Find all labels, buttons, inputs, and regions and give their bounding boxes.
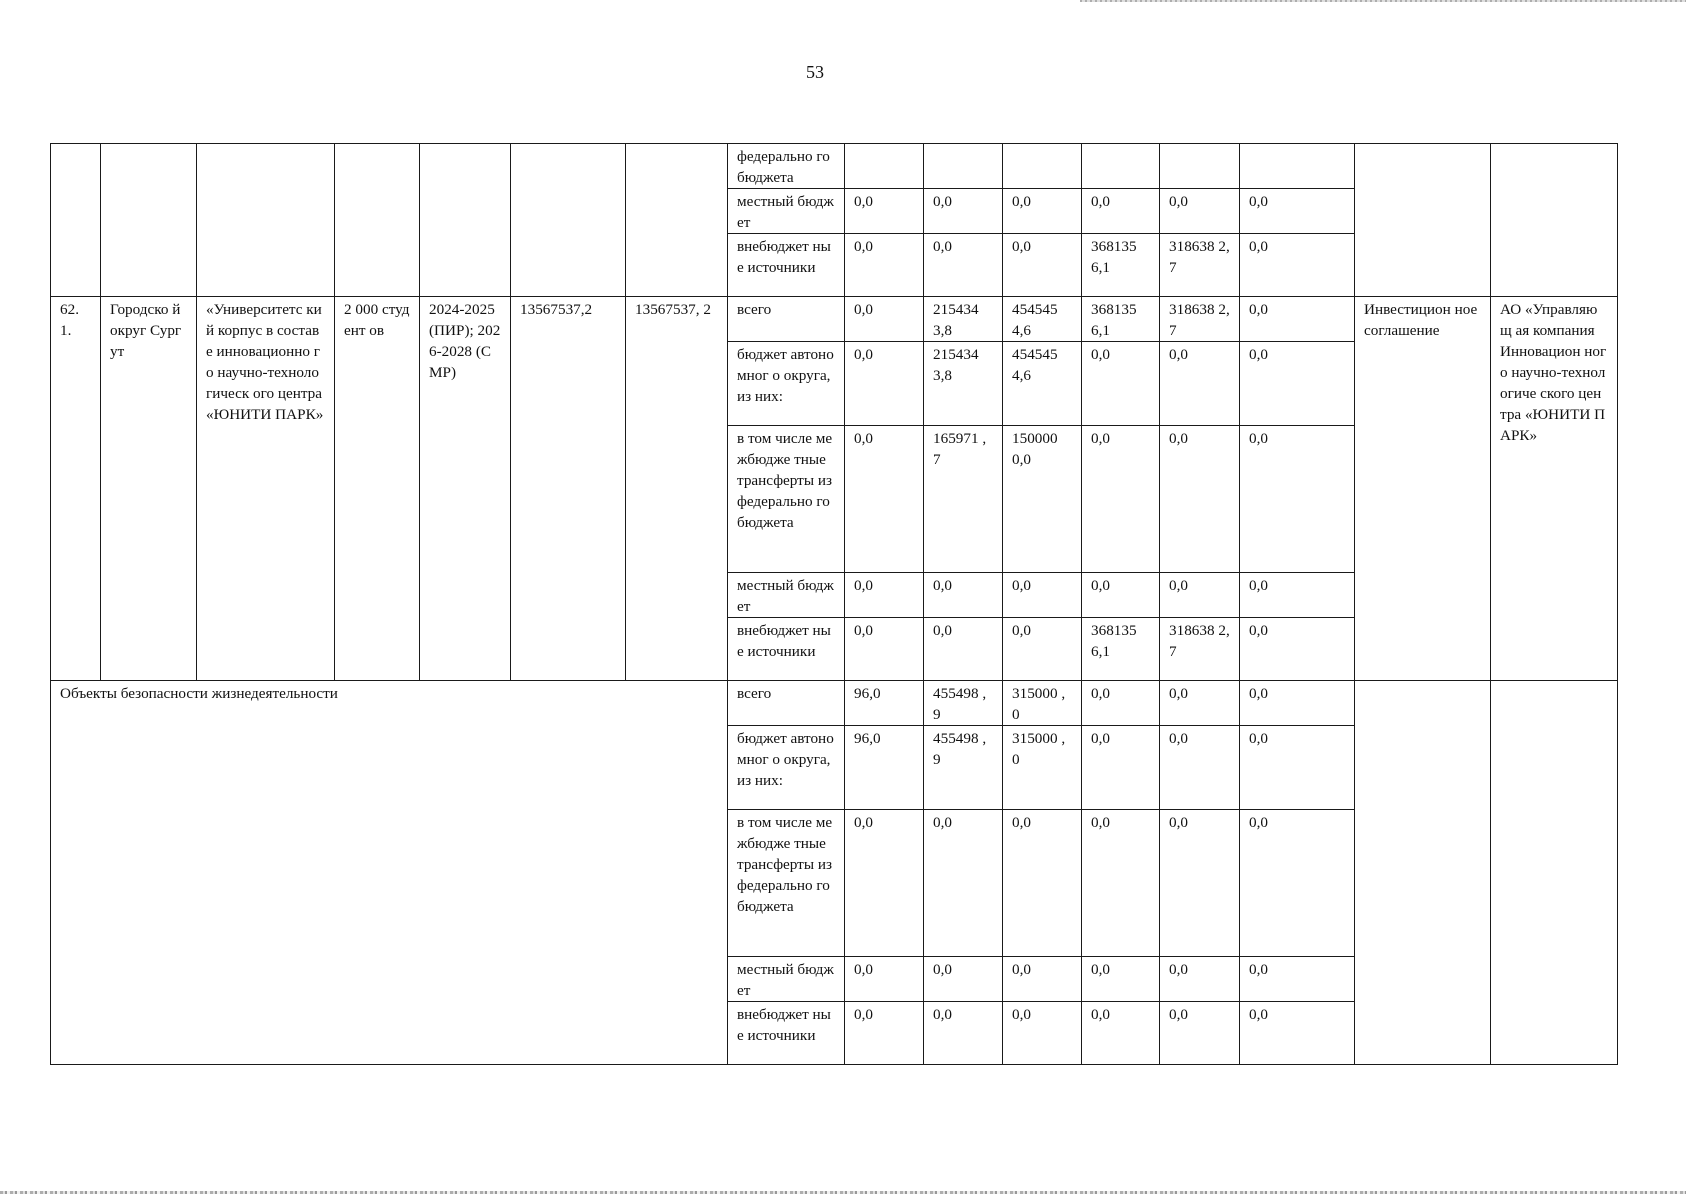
funding-source-label: всего — [728, 297, 845, 342]
funding-source-label: в том числе межбюдже тные трансферты из федерально го бюджета — [728, 810, 845, 957]
project-mechanism: Инвестицион ное соглашение — [1355, 297, 1491, 681]
value-cell: 0,0 — [1160, 681, 1240, 726]
value-cell: 0,0 — [845, 810, 924, 957]
value-cell: 0,0 — [1003, 810, 1082, 957]
value-cell: 0,0 — [1082, 726, 1160, 810]
value-cell: 0,0 — [924, 189, 1003, 234]
value-cell: 0,0 — [1240, 297, 1355, 342]
value-cell — [1240, 144, 1355, 189]
continued-cell — [420, 144, 511, 297]
value-cell: 96,0 — [845, 726, 924, 810]
value-cell: 0,0 — [1240, 342, 1355, 426]
value-cell: 0,0 — [924, 957, 1003, 1002]
value-cell — [1082, 144, 1160, 189]
funding-source-label: бюджет автономног о округа, из них: — [728, 342, 845, 426]
continued-cell — [51, 144, 101, 297]
value-cell: 0,0 — [1082, 573, 1160, 618]
value-cell: 96,0 — [845, 681, 924, 726]
scan-artifact-top — [1080, 0, 1686, 2]
value-cell: 0,0 — [1082, 189, 1160, 234]
value-cell: 0,0 — [1003, 1002, 1082, 1065]
value-cell — [1003, 144, 1082, 189]
value-cell: 368135 6,1 — [1082, 297, 1160, 342]
section-mechanism-empty — [1355, 681, 1491, 1065]
value-cell: 0,0 — [1082, 426, 1160, 573]
value-cell: 315000 ,0 — [1003, 681, 1082, 726]
budget-table — [50, 143, 1618, 1065]
value-cell — [924, 144, 1003, 189]
project-period: 2024-2025 (ПИР); 2026-2028 (СМР) — [420, 297, 511, 681]
value-cell: 0,0 — [1160, 189, 1240, 234]
page-number: 53 — [806, 62, 824, 82]
value-cell: 0,0 — [1160, 573, 1240, 618]
project-district: Городско й округ Сургут — [101, 297, 197, 681]
value-cell: 0,0 — [1160, 1002, 1240, 1065]
value-cell: 454545 4,6 — [1003, 297, 1082, 342]
value-cell: 215434 3,8 — [924, 297, 1003, 342]
value-cell: 0,0 — [845, 426, 924, 573]
continued-cell — [197, 144, 335, 297]
table-row — [51, 144, 1618, 189]
value-cell: 0,0 — [845, 234, 924, 297]
value-cell: 0,0 — [1240, 957, 1355, 1002]
funding-source-label: внебюджет ные источники — [728, 234, 845, 297]
continued-cell — [511, 144, 626, 297]
value-cell: 0,0 — [924, 234, 1003, 297]
project-capacity: 2 000 студент ов — [335, 297, 420, 681]
value-cell: 0,0 — [1240, 1002, 1355, 1065]
value-cell: 0,0 — [1160, 957, 1240, 1002]
section-responsible-empty — [1491, 681, 1618, 1065]
table-row — [51, 681, 1618, 726]
value-cell: 0,0 — [1160, 426, 1240, 573]
funding-source-label: всего — [728, 681, 845, 726]
funding-source-label: в том числе межбюдже тные трансферты из федерально го бюджета — [728, 426, 845, 573]
value-cell: 0,0 — [1003, 189, 1082, 234]
value-cell: 0,0 — [1003, 957, 1082, 1002]
value-cell: 0,0 — [1160, 342, 1240, 426]
value-cell — [1160, 144, 1240, 189]
project-cost-remaining: 13567537, 2 — [626, 297, 728, 681]
value-cell: 0,0 — [845, 618, 924, 681]
value-cell: 368135 6,1 — [1082, 234, 1160, 297]
value-cell: 318638 2,7 — [1160, 297, 1240, 342]
funding-source-label: местный бюджет — [728, 957, 845, 1002]
value-cell: 368135 6,1 — [1082, 618, 1160, 681]
continued-cell — [626, 144, 728, 297]
value-cell — [845, 144, 924, 189]
continued-responsible-cell — [1491, 144, 1618, 297]
project-number: 62. 1. — [51, 297, 101, 681]
value-cell: 0,0 — [1082, 681, 1160, 726]
funding-source-label: местный бюджет — [728, 189, 845, 234]
scan-artifact-bottom — [0, 1191, 1686, 1194]
value-cell: 315000 ,0 — [1003, 726, 1082, 810]
continued-mechanism-cell — [1355, 144, 1491, 297]
value-cell: 0,0 — [1240, 189, 1355, 234]
continued-cell — [335, 144, 420, 297]
value-cell: 0,0 — [1003, 573, 1082, 618]
value-cell: 0,0 — [1240, 234, 1355, 297]
value-cell: 0,0 — [1003, 234, 1082, 297]
value-cell: 0,0 — [845, 297, 924, 342]
value-cell: 0,0 — [1240, 426, 1355, 573]
value-cell: 0,0 — [1160, 810, 1240, 957]
value-cell: 0,0 — [924, 1002, 1003, 1065]
funding-source-label: бюджет автономног о округа, из них: — [728, 726, 845, 810]
value-cell: 318638 2,7 — [1160, 234, 1240, 297]
funding-source-label: федерально го бюджета — [728, 144, 845, 189]
value-cell: 0,0 — [845, 189, 924, 234]
value-cell: 0,0 — [845, 342, 924, 426]
value-cell: 0,0 — [1240, 726, 1355, 810]
section-title: Объекты безопасности жизнедеятельности — [51, 681, 728, 1065]
value-cell: 0,0 — [924, 618, 1003, 681]
value-cell: 0,0 — [924, 810, 1003, 957]
value-cell: 165971 ,7 — [924, 426, 1003, 573]
funding-source-label: внебюджет ные источники — [728, 1002, 845, 1065]
value-cell: 318638 2,7 — [1160, 618, 1240, 681]
value-cell: 0,0 — [1082, 342, 1160, 426]
value-cell: 215434 3,8 — [924, 342, 1003, 426]
funding-source-label: местный бюджет — [728, 573, 845, 618]
value-cell: 455498 ,9 — [924, 681, 1003, 726]
value-cell: 0,0 — [1240, 618, 1355, 681]
project-name: «Университетс кий корпус в составе инновационно го научно-технологическ ого центра «ЮНИТИ ПАРК» — [197, 297, 335, 681]
value-cell: 0,0 — [1160, 726, 1240, 810]
funding-source-label: внебюджет ные источники — [728, 618, 845, 681]
value-cell: 0,0 — [1240, 810, 1355, 957]
value-cell: 0,0 — [924, 573, 1003, 618]
value-cell: 0,0 — [845, 1002, 924, 1065]
value-cell: 454545 4,6 — [1003, 342, 1082, 426]
value-cell: 0,0 — [845, 573, 924, 618]
table-row — [51, 297, 1618, 342]
value-cell: 0,0 — [1082, 810, 1160, 957]
project-cost-total: 13567537,2 — [511, 297, 626, 681]
value-cell: 0,0 — [1082, 957, 1160, 1002]
value-cell: 0,0 — [845, 957, 924, 1002]
value-cell: 455498 ,9 — [924, 726, 1003, 810]
value-cell: 0,0 — [1082, 1002, 1160, 1065]
value-cell: 0,0 — [1003, 618, 1082, 681]
value-cell: 150000 0,0 — [1003, 426, 1082, 573]
value-cell: 0,0 — [1240, 573, 1355, 618]
value-cell: 0,0 — [1240, 681, 1355, 726]
continued-cell — [101, 144, 197, 297]
project-responsible: АО «Управляющ ая компания Инновацион ного научно-технологиче ского центра «ЮНИТИ ПАРК» — [1491, 297, 1618, 681]
